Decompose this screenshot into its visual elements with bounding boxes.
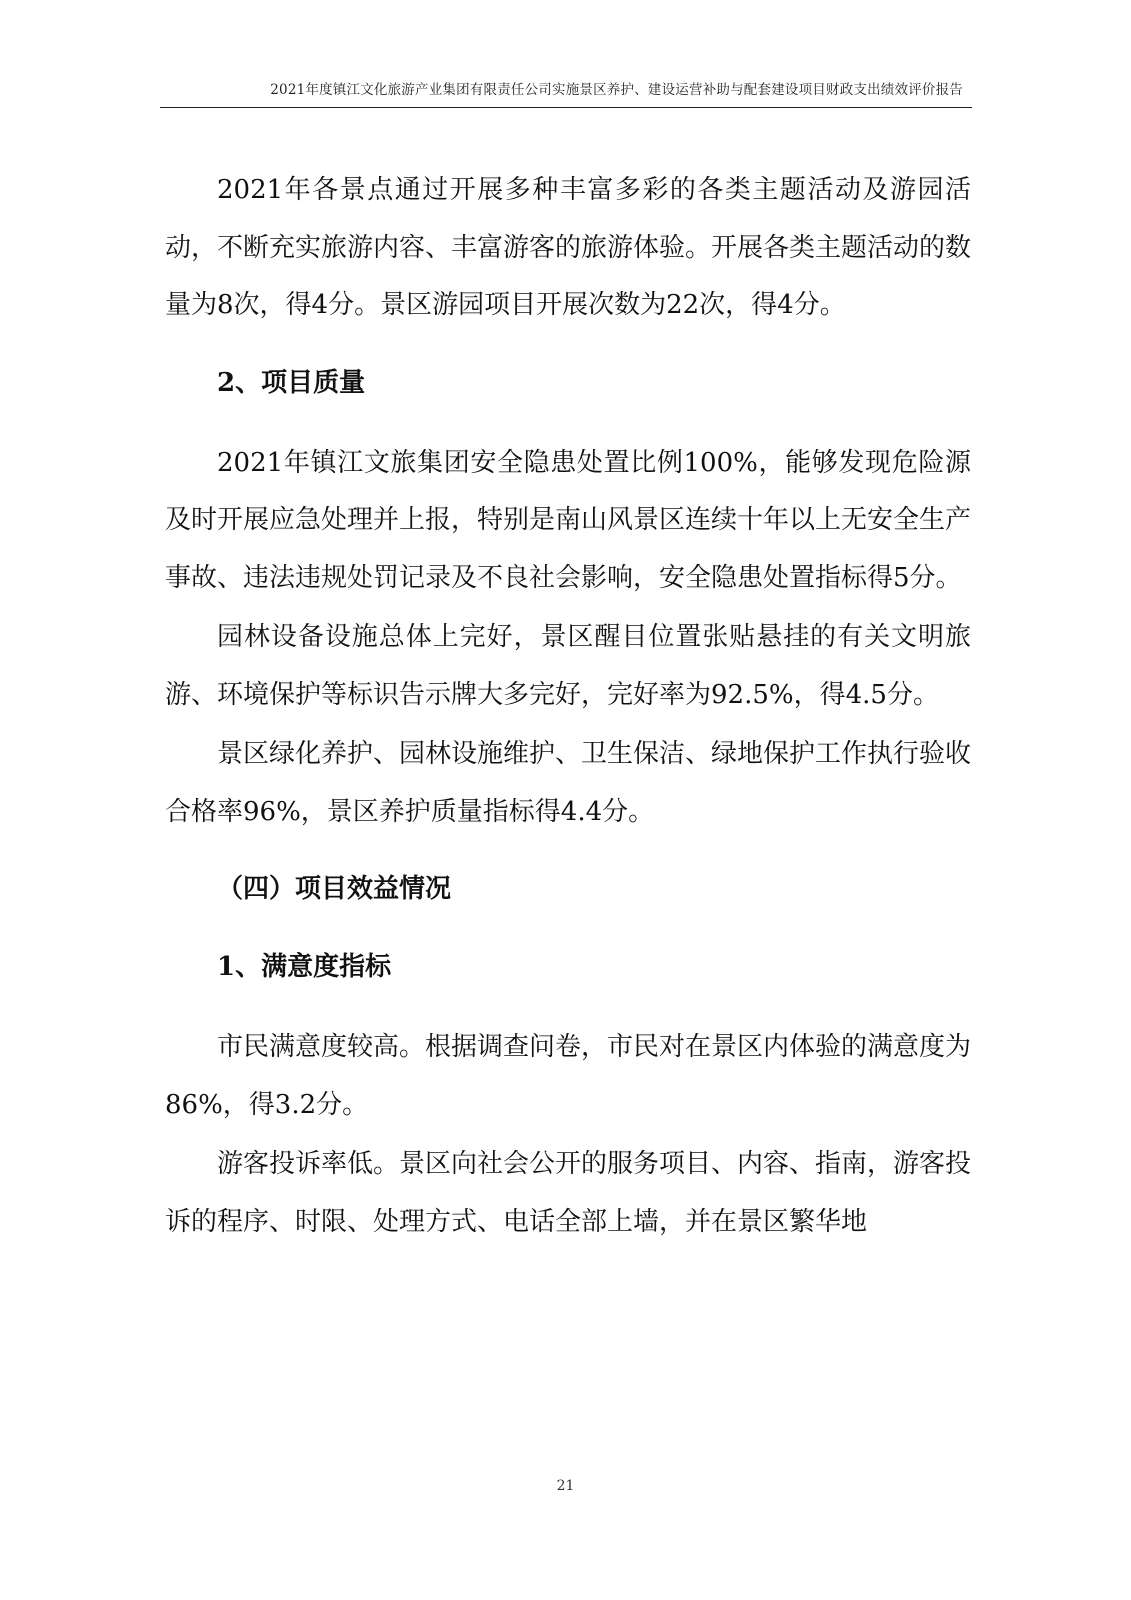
running-header: 2021年度镇江文化旅游产业集团有限责任公司实施景区养护、建设运营补助与配套建设项目财政支出绩效评价报告	[270, 82, 963, 98]
heading-project-benefits: （四）项目效益情况	[217, 874, 452, 904]
heading-satisfaction-indicator: 1、满意度指标	[217, 952, 392, 982]
paragraph-theme-activities: 2021年各景点通过开展多种丰富多彩的各类主题活动及游园活动，不断充实旅游内容、丰富游客的旅游体验。开展各类主题活动的数量为8次，得4分。景区游园项目开展次数为22次，得4分。	[165, 175, 972, 320]
paragraph-facilities: 园林设备设施总体上完好，景区醒目位置张贴悬挂的有关文明旅游、环境保护等标识告示牌大多完好，完好率为92.5%，得4.5分。	[165, 622, 971, 710]
paragraph-maintenance-quality: 景区绿化养护、园林设施维护、卫生保洁、绿地保护工作执行验收合格率96%，景区养护质量指标得4.4分。	[165, 739, 972, 827]
paragraph-citizen-satisfaction: 市民满意度较高。根据调查问卷，市民对在景区内体验的满意度为86%，得3.2分。	[165, 1032, 972, 1120]
paragraph-complaint-rate: 游客投诉率低。景区向社会公开的服务项目、内容、指南，游客投诉的程序、时限、处理方式、电话全部上墙，并在景区繁华地	[165, 1149, 972, 1237]
paragraph-safety-hazards: 2021年镇江文旅集团安全隐患处置比例100%，能够发现危险源及时开展应急处理并上报，特别是南山风景区连续十年以上无安全生产事故、违法违规处罚记录及不良社会影响，安全隐患处置指标得5分。	[165, 447, 972, 593]
page-number: 21	[556, 1478, 575, 1494]
heading-project-quality: 2、项目质量	[217, 367, 366, 398]
header-divider	[160, 107, 972, 108]
page-content	[165, 162, 971, 1253]
